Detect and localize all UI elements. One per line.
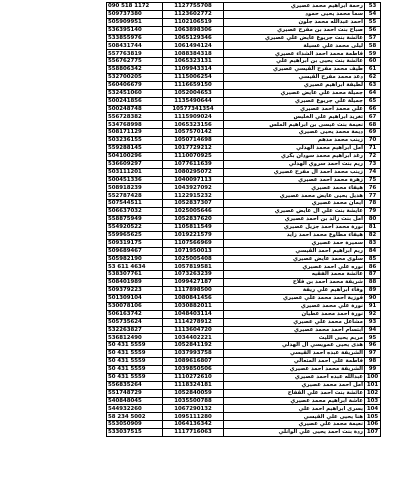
phone-cell: 540848045 — [107, 397, 163, 405]
name-cell: مريم يحيى الليث — [224, 334, 365, 342]
contact-list-table — [106, 2, 381, 437]
table-row — [107, 302, 381, 310]
row-number-cell: 67 — [365, 113, 381, 121]
name-cell: امل ابراهيم محمد الهدلي — [224, 145, 365, 153]
name-cell: نعيمة محمد علي عصيري — [224, 421, 365, 429]
phone-cell: 536395140 — [107, 26, 163, 34]
table-row — [107, 231, 381, 239]
id-number-cell: 1114278912 — [163, 318, 224, 326]
name-cell: هنا يحيى علي القيسي — [224, 413, 365, 421]
table-row — [107, 74, 381, 82]
name-cell: ردة بنت احمد يحيى علي الوانلي — [224, 429, 365, 437]
row-number-cell: 70 — [365, 137, 381, 145]
id-number-cell: 1127755708 — [163, 3, 224, 11]
id-number-cell: 1107566969 — [163, 239, 224, 247]
phone-cell: 509689467 — [107, 247, 163, 255]
table-row — [107, 271, 381, 279]
id-number-cell: 1123602772 — [163, 10, 224, 18]
row-number-cell: 104 — [365, 405, 381, 413]
row-number-cell: 90 — [365, 294, 381, 302]
id-number-cell: 1065129346 — [163, 34, 224, 42]
phone-cell: 536812490 — [107, 334, 163, 342]
phone-cell: 557763819 — [107, 50, 163, 58]
row-number-cell: 100 — [365, 373, 381, 381]
table-row — [107, 58, 381, 66]
table-row — [107, 34, 381, 42]
id-number-cell: 1080295072 — [163, 168, 224, 176]
row-number-cell: 54 — [365, 10, 381, 18]
row-number-cell: 66 — [365, 105, 381, 113]
row-number-cell: 65 — [365, 97, 381, 105]
name-cell: امل احمد محمد عصيري — [224, 381, 365, 389]
table-row — [107, 421, 381, 429]
phone-cell: 503236155 — [107, 137, 163, 145]
phone-cell: 509737380 — [107, 10, 163, 18]
name-cell: الشريفة عبده احمد القيسي — [224, 350, 365, 358]
table-row — [107, 429, 381, 437]
id-number-cell: 1040097113 — [163, 176, 224, 184]
row-number-cell: 74 — [365, 168, 381, 176]
id-number-cell: 1052841192 — [163, 342, 224, 350]
name-cell: سما محمد يحيى حمود — [224, 10, 365, 18]
table-row — [107, 405, 381, 413]
table-row — [107, 216, 381, 224]
name-cell: نورة احمد محمد عطيان — [224, 310, 365, 318]
row-number-cell: 78 — [365, 200, 381, 208]
phone-cell: 558875949 — [107, 216, 163, 224]
table-row — [107, 176, 381, 184]
row-number-cell: 72 — [365, 152, 381, 160]
phone-cell: 560406679 — [107, 81, 163, 89]
id-number-cell: 1077611639 — [163, 160, 224, 168]
id-number-cell: 1105811549 — [163, 223, 224, 231]
id-number-cell: 1030882011 — [163, 302, 224, 310]
row-number-cell: 64 — [365, 89, 381, 97]
id-number-cell: 1115909024 — [163, 113, 224, 121]
name-cell: مشاعل محمد علي عصيري — [224, 318, 365, 326]
id-number-cell: 1089616807 — [163, 358, 224, 366]
row-number-cell: 61 — [365, 66, 381, 74]
table-row — [107, 389, 381, 397]
table-row — [107, 342, 381, 350]
id-number-cell: 1113604720 — [163, 326, 224, 334]
id-number-cell: 1117716063 — [163, 429, 224, 437]
table-row — [107, 279, 381, 287]
table-row — [107, 97, 381, 105]
row-number-cell: 96 — [365, 342, 381, 350]
name-cell: دعد محمد مفرح القيسي — [224, 74, 365, 82]
phone-cell: 504100296 — [107, 152, 163, 160]
name-cell: هيفاء محمد عصيري — [224, 184, 365, 192]
row-number-cell: 60 — [365, 58, 381, 66]
row-number-cell: 71 — [365, 145, 381, 153]
phone-cell: 533855976 — [107, 34, 163, 42]
name-cell: فاطمة محمد احمد الشداء عصيري — [224, 50, 365, 58]
id-number-cell: 1110070925 — [163, 152, 224, 160]
phone-cell: 556728382 — [107, 113, 163, 121]
name-cell: ليلى محمد علي عسيلة — [224, 42, 365, 50]
id-number-cell: 1039850506 — [163, 365, 224, 373]
row-number-cell: 99 — [365, 365, 381, 373]
table-row — [107, 350, 381, 358]
id-number-cell: 1109943314 — [163, 66, 224, 74]
table-row — [107, 168, 381, 176]
table-row — [107, 397, 381, 405]
phone-cell: 544932260 — [107, 405, 163, 413]
name-cell: نورة محمد احمد جزيل عصيري — [224, 223, 365, 231]
name-cell: فاطمة علي احمد المتعالي — [224, 358, 365, 366]
row-number-cell: 105 — [365, 413, 381, 421]
row-number-cell: 101 — [365, 381, 381, 389]
name-cell: رحمة ابراهيم محمد عصيري — [224, 3, 365, 11]
name-cell: هيفاء مطاوع محمد احمد زايد — [224, 231, 365, 239]
name-cell: زينب محمد مدهم — [224, 137, 365, 145]
row-number-cell: 98 — [365, 358, 381, 366]
id-number-cell: 1117898500 — [163, 287, 224, 295]
phone-cell: 534768998 — [107, 121, 163, 129]
row-number-cell: 62 — [365, 74, 381, 82]
table-row — [107, 358, 381, 366]
table-row — [107, 373, 381, 381]
name-cell: عاشة ابراهيم محمد عصيري — [224, 397, 365, 405]
row-number-cell: 73 — [365, 160, 381, 168]
phone-cell: 556762775 — [107, 58, 163, 66]
id-number-cell: 1088384318 — [163, 50, 224, 58]
table-row — [107, 223, 381, 231]
row-number-cell: 91 — [365, 302, 381, 310]
name-cell: عايشة بنت علي ال عايض عصيري — [224, 208, 365, 216]
phone-cell: 50 431 5559 — [107, 358, 163, 366]
phone-cell: 509319175 — [107, 239, 163, 247]
name-cell: ايمان محمد عصيري — [224, 200, 365, 208]
table-row — [107, 318, 381, 326]
table-row — [107, 263, 381, 271]
row-number-cell: 75 — [365, 176, 381, 184]
row-number-cell: 83 — [365, 239, 381, 247]
row-number-cell: 103 — [365, 397, 381, 405]
id-number-cell: 1048403114 — [163, 310, 224, 318]
id-number-cell: 1110272610 — [163, 373, 224, 381]
id-number-cell: 1135490644 — [163, 97, 224, 105]
name-cell: يسرى ابراهيم احمد علي — [224, 405, 365, 413]
id-number-cell: 1102106519 — [163, 18, 224, 26]
table-row — [107, 413, 381, 421]
phone-cell: 530078106 — [107, 302, 163, 310]
phone-cell: 503111201 — [107, 168, 163, 176]
id-number-cell: 1095111280 — [163, 413, 224, 421]
phone-cell: 559288145 — [107, 145, 163, 153]
phone-cell: 50 431 5559 — [107, 373, 163, 381]
phone-cell: 551748729 — [107, 389, 163, 397]
name-cell: ريم ابراهيم احمد القيسي — [224, 247, 365, 255]
table-row — [107, 160, 381, 168]
id-number-cell: 1064136342 — [163, 421, 224, 429]
table-row — [107, 208, 381, 216]
table-row — [107, 294, 381, 302]
id-number-cell: 1099427187 — [163, 279, 224, 287]
table-row — [107, 287, 381, 295]
phone-cell: 507544511 — [107, 200, 163, 208]
phone-cell: 508401989 — [107, 279, 163, 287]
name-cell: وفاء ابراهيم علي ريفة — [224, 287, 365, 295]
name-cell: شريفة محمد احمد بن فلاح — [224, 279, 365, 287]
phone-cell: 538307761 — [107, 271, 163, 279]
phone-cell: 508171129 — [107, 129, 163, 137]
row-number-cell: 63 — [365, 81, 381, 89]
table-row — [107, 89, 381, 97]
id-number-cell: 1065323156 — [163, 121, 224, 129]
phone-cell: 508918239 — [107, 184, 163, 192]
row-number-cell: 85 — [365, 255, 381, 263]
name-cell: سميرة حمد عصيري — [224, 239, 365, 247]
name-cell: جميلة محمد علي عايض عصيري — [224, 89, 365, 97]
phone-cell: 536609297 — [107, 160, 163, 168]
name-cell: امل بنت زائد بن احمد عصيري — [224, 216, 365, 224]
phone-cell: 558806342 — [107, 66, 163, 74]
row-number-cell: 53 — [365, 3, 381, 11]
id-number-cell: 1115006254 — [163, 74, 224, 82]
table-row — [107, 18, 381, 26]
table-row — [107, 137, 381, 145]
table-row — [107, 239, 381, 247]
row-number-cell: 59 — [365, 50, 381, 58]
table-row — [107, 129, 381, 137]
table-row — [107, 326, 381, 334]
row-number-cell: 76 — [365, 184, 381, 192]
id-number-cell: 1034402221 — [163, 334, 224, 342]
table-row — [107, 184, 381, 192]
contact-list-body — [107, 3, 381, 437]
name-cell: سلوى محمد عايض عصيري — [224, 255, 365, 263]
row-number-cell: 94 — [365, 326, 381, 334]
phone-cell: 505735624 — [107, 318, 163, 326]
table-row — [107, 105, 381, 113]
table-row — [107, 255, 381, 263]
table-row — [107, 145, 381, 153]
table-row — [107, 81, 381, 89]
phone-cell: 090 518 1172 — [107, 3, 163, 11]
table-row — [107, 26, 381, 34]
table-row — [107, 381, 381, 389]
table-row — [107, 3, 381, 11]
table-row — [107, 200, 381, 208]
name-cell: نعيمة بنت عيسى بن ابراهيم الملس — [224, 121, 365, 129]
id-number-cell: 1017729212 — [163, 145, 224, 153]
name-cell: جميلة علي جريوع عصيري — [224, 97, 365, 105]
row-number-cell: 82 — [365, 231, 381, 239]
id-number-cell: 1037993758 — [163, 350, 224, 358]
name-cell: نوره علي احمد عصيري — [224, 263, 365, 271]
row-number-cell: 95 — [365, 334, 381, 342]
phone-cell: 506163742 — [107, 310, 163, 318]
name-cell: الشريفة محمد احمد عصيري — [224, 365, 365, 373]
phone-cell: 53 611 4634 — [107, 263, 163, 271]
row-number-cell: 102 — [365, 389, 381, 397]
id-number-cell: 1019221579 — [163, 231, 224, 239]
name-cell: صباح بنت احمد بن مفرح عصيري — [224, 26, 365, 34]
id-number-cell: 1043927092 — [163, 184, 224, 192]
phone-cell: 556835264 — [107, 381, 163, 389]
phone-cell: 532263827 — [107, 326, 163, 334]
name-cell: عائشة بنت يحيى بن ابراهيم علي — [224, 58, 365, 66]
phone-cell: 50 431 5559 — [107, 350, 163, 358]
id-number-cell: 1025005646 — [163, 208, 224, 216]
id-number-cell: 1073263239 — [163, 271, 224, 279]
row-number-cell: 97 — [365, 350, 381, 358]
name-cell: عبدالله عبده احمد عصيري — [224, 373, 365, 381]
phone-cell: 533037515 — [107, 429, 163, 437]
table-row — [107, 121, 381, 129]
row-number-cell: 87 — [365, 271, 381, 279]
phone-cell: 553050909 — [107, 421, 163, 429]
row-number-cell: 107 — [365, 429, 381, 437]
row-number-cell: 57 — [365, 34, 381, 42]
id-number-cell: 1080841456 — [163, 294, 224, 302]
row-number-cell: 86 — [365, 263, 381, 271]
phone-cell: 501309104 — [107, 294, 163, 302]
name-cell: طيف محمد مفرح القيسي عصيري — [224, 66, 365, 74]
phone-cell: 532700205 — [107, 74, 163, 82]
phone-cell: 532451060 — [107, 89, 163, 97]
row-number-cell: 55 — [365, 18, 381, 26]
name-cell: ابتسام احمد محمد عصيري — [224, 326, 365, 334]
id-number-cell: 1052840059 — [163, 389, 224, 397]
table-row — [107, 113, 381, 121]
id-number-cell: 1057819581 — [163, 263, 224, 271]
row-number-cell: 58 — [365, 42, 381, 50]
table-row — [107, 66, 381, 74]
table-row — [107, 310, 381, 318]
id-number-cell: 1071950013 — [163, 247, 224, 255]
id-number-cell: 1052004653 — [163, 89, 224, 97]
name-cell: ريم بنت احمد سروي الهدلي — [224, 160, 365, 168]
id-number-cell: 1063898306 — [163, 26, 224, 34]
phone-cell: 552787428 — [107, 192, 163, 200]
table-row — [107, 42, 381, 50]
name-cell: احمد عبدالله محمد جلون — [224, 18, 365, 26]
table-row — [107, 152, 381, 160]
name-cell: زهرة محمد احمد عصيري — [224, 176, 365, 184]
id-number-cell: 1065323131 — [163, 58, 224, 66]
table-row — [107, 247, 381, 255]
table-row — [107, 192, 381, 200]
phone-cell: 559965625 — [107, 231, 163, 239]
name-cell: عائشة بنت احمد علي القفاح — [224, 389, 365, 397]
phone-cell: 508431744 — [107, 42, 163, 50]
name-cell: فوزية احمد محمد علي عصيري — [224, 294, 365, 302]
name-cell: تغريد ابراهيم علي الخليس — [224, 113, 365, 121]
phone-cell: 58 234 5002 — [107, 413, 163, 421]
row-number-cell: 56 — [365, 26, 381, 34]
id-number-cell: 1052837620 — [163, 216, 224, 224]
id-number-cell: 1118324181 — [163, 381, 224, 389]
id-number-cell: 1061494124 — [163, 42, 224, 50]
id-number-cell: 1052837307 — [163, 200, 224, 208]
id-number-cell: 1025005408 — [163, 255, 224, 263]
table-row — [107, 50, 381, 58]
phone-cell: 500241856 — [107, 97, 163, 105]
row-number-cell: 79 — [365, 208, 381, 216]
name-cell: رغد ابراهيم محمد سودان بكري — [224, 152, 365, 160]
row-number-cell: 89 — [365, 287, 381, 295]
table-row — [107, 10, 381, 18]
row-number-cell: 106 — [365, 421, 381, 429]
row-number-cell: 77 — [365, 192, 381, 200]
id-number-cell: 1116659150 — [163, 81, 224, 89]
phone-cell: 506637032 — [107, 208, 163, 216]
phone-cell: 50 431 5559 — [107, 342, 163, 350]
name-cell: علي محمد احمد عصيري — [224, 105, 365, 113]
phone-cell: 509379223 — [107, 287, 163, 295]
phone-cell: 505909951 — [107, 18, 163, 26]
phone-cell: 500248748 — [107, 105, 163, 113]
id-number-cell: 1050714698 — [163, 137, 224, 145]
id-number-cell: 1067290132 — [163, 405, 224, 413]
name-cell: زينب محمد احمد ال مفرح عصيري — [224, 168, 365, 176]
row-number-cell: 68 — [365, 121, 381, 129]
name-cell: عائشة بنت جريوع عايض علي عصيري — [224, 34, 365, 42]
row-number-cell: 84 — [365, 247, 381, 255]
id-number-cell: 1122915232 — [163, 192, 224, 200]
name-cell: عائشة محمد الفقيه — [224, 271, 365, 279]
id-number-cell: 10577341354 — [163, 105, 224, 113]
phone-cell: 554920522 — [107, 223, 163, 231]
phone-cell: 50 431 5559 — [107, 365, 163, 373]
row-number-cell: 93 — [365, 318, 381, 326]
row-number-cell: 81 — [365, 223, 381, 231]
name-cell: هديل يحيى عايض محمد عصيري — [224, 192, 365, 200]
table-row — [107, 365, 381, 373]
name-cell: نورة علي محمد عصيري — [224, 302, 365, 310]
name-cell: هدى يحيى عمويسي ال الهدلي — [224, 342, 365, 350]
row-number-cell: 80 — [365, 216, 381, 224]
row-number-cell: 92 — [365, 310, 381, 318]
name-cell: لطيفة ابراهيم عصيري — [224, 81, 365, 89]
id-number-cell: 1057570142 — [163, 129, 224, 137]
name-cell: ديمة محمد يحيى عصيري — [224, 129, 365, 137]
row-number-cell: 88 — [365, 279, 381, 287]
id-number-cell: 1035500788 — [163, 397, 224, 405]
phone-cell: 505982190 — [107, 255, 163, 263]
row-number-cell: 69 — [365, 129, 381, 137]
phone-cell: 500451336 — [107, 176, 163, 184]
table-row — [107, 334, 381, 342]
